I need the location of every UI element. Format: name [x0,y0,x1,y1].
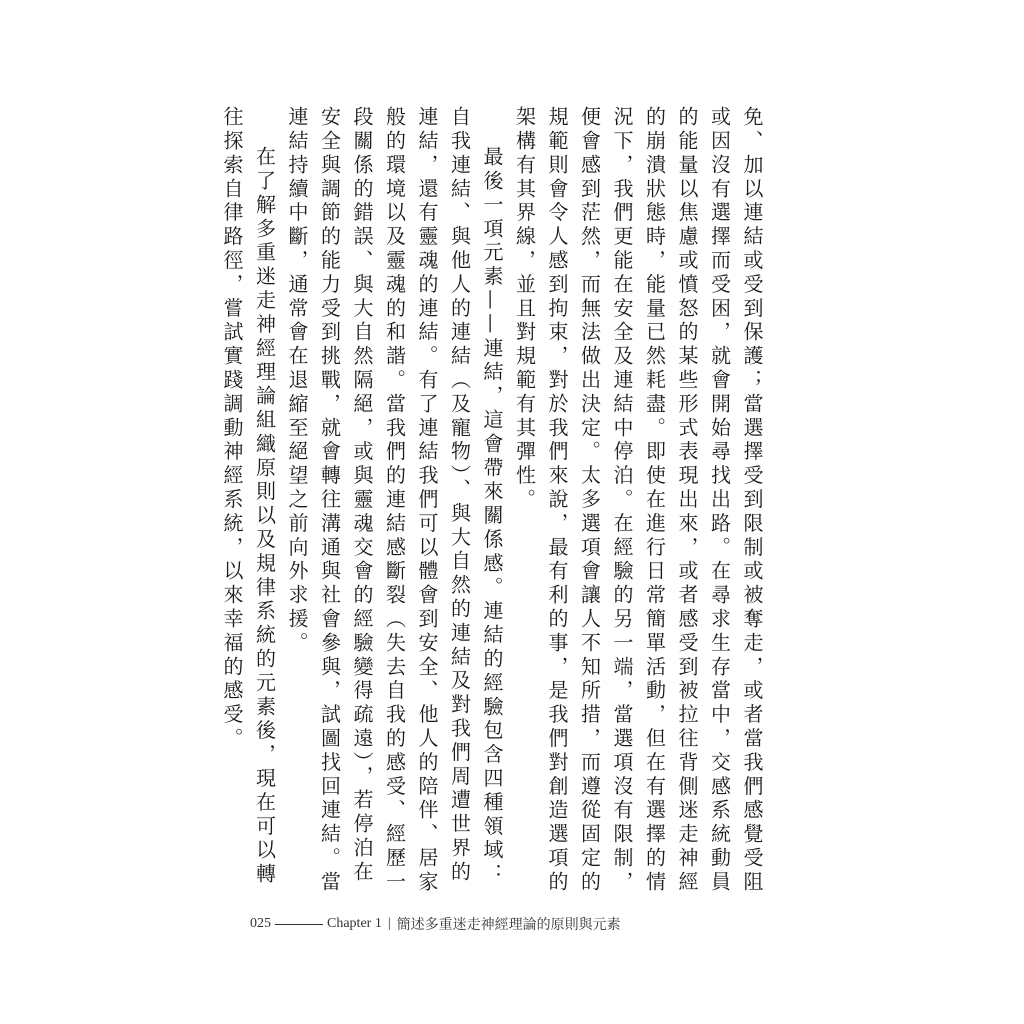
paragraph-connection: 最後一項元素——連結，這會帶來關係感。連結的經驗包含四種領域：自我連結、與他人的連結（及寵物）、與大自然的連結及對我們周遭世界的連結，還有靈魂的連結。有了連結我們可以體會到安全、他人的陪伴、居家般的環境以及靈魂的和諧。當我們的連結感斷裂（失去自我的感受、經歷一段關係的錯誤、與大自然隔絕，或與靈魂交會的經驗變得疏遠），若停泊在安全與調節的能力受到挑戰，就會轉往溝通與社會參與，試圖找回連結。當連結持續中斷，通常會在退縮至絕望之前向外求援。 [285,106,504,895]
paragraph-continuation: 免、加以連結或受到保護；當選擇受到限制或被奪走，或者當我們感覺受阻或因沒有選擇而受困，就會開始尋找出路。在尋求生存當中，交感系統動員的能量以焦慮或憤怒的某些形式表現出來，或者感受到被拉往背側迷走神經的崩潰狀態時，能量已然耗盡。即使在進行日常簡單活動，但在有選擇的情況下，我們更能在安全及連結中停泊。在經驗的另一端，當選項沒有限制，便會感到茫然，而無法做出決定。太多選項會讓人不知所措，而遵從固定的規範則會令人感到拘束，對於我們來說，最有利的事，是我們對創造選項的架構有其界線，並且對規範有其彈性。 [512,106,764,895]
vertical-body-text [220,106,768,906]
page-footer [250,914,770,934]
chapter-title: 簡述多重迷走神經理論的原則與元素 [396,918,621,933]
chapter-label: Chapter 1 [327,916,382,931]
page-number: 025 [250,916,271,931]
footer-separator: | [387,916,391,931]
paragraph-conclusion: 在了解多重迷走神經理論組織原則以及規律系統的元素後，現在可以轉往探索自律路徑，嘗試實踐調動神經系統，以來幸福的感受。 [220,106,277,887]
footer-rule [275,924,323,925]
